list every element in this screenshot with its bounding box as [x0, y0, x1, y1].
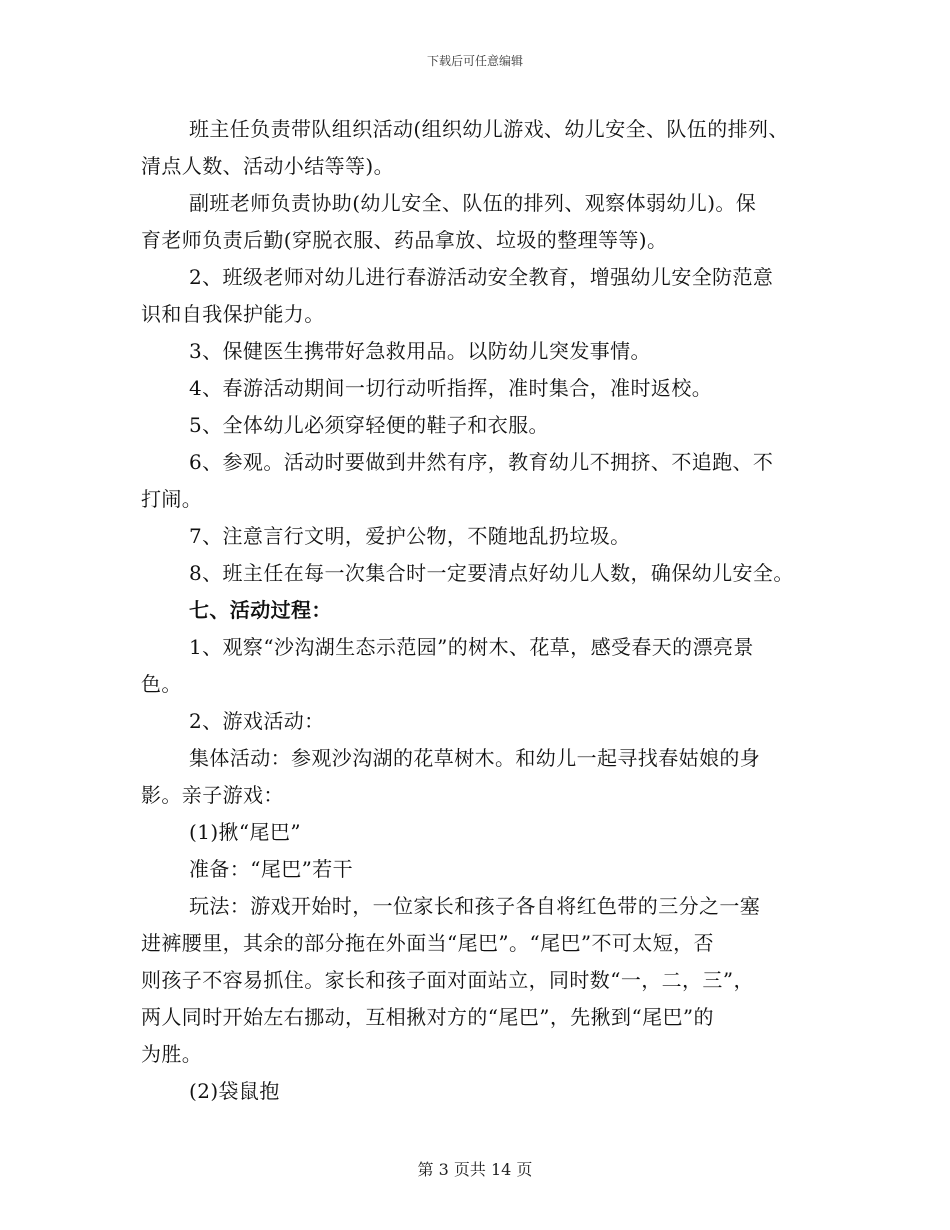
text-line: 集体活动：参观沙沟湖的花草树木。和幼儿一起寻找春姑娘的身: [189, 746, 761, 770]
text-line: 清点人数、活动小结等等)。: [141, 154, 395, 178]
text-line: 2、游戏活动：: [189, 709, 325, 733]
text-line: 1、观察“沙沟湖生态示范园”的树木、花草，感受春天的漂亮景: [189, 635, 754, 659]
text-line: (2)袋鼠抱: [189, 1079, 280, 1103]
text-line: 影。亲子游戏：: [141, 783, 284, 807]
text-line: 7、注意言行文明，爱护公物，不随地乱扔垃圾。: [189, 524, 631, 548]
text-line: (1)揪“尾巴”: [189, 820, 301, 844]
text-line: 准备：“尾巴”若干: [189, 857, 354, 881]
page-footer: 第 3 页共 14 页: [417, 1160, 533, 1179]
text-line: 5、全体幼儿必须穿轻便的鞋子和衣服。: [189, 413, 549, 437]
page-header: 下载后可任意编辑: [426, 54, 523, 68]
text-line: 4、春游活动期间一切行动听指挥，准时集合，准时返校。: [189, 376, 713, 400]
text-line: 2、班级老师对幼儿进行春游活动安全教育，增强幼儿安全防范意: [189, 265, 774, 289]
text-line: 6、参观。活动时要做到井然有序，教育幼儿不拥挤、不追跑、不: [189, 450, 774, 474]
text-line: 打闹。: [141, 487, 203, 511]
text-line: 两人同时开始左右挪动，互相揪对方的“尾巴”，先揪到“尾巴”的: [141, 1005, 714, 1029]
text-line: 育老师负责后勤(穿脱衣服、药品拿放、垃圾的整理等等)。: [141, 228, 668, 252]
text-line: 为胜。: [141, 1042, 203, 1066]
text-line: 玩法：游戏开始时，一位家长和孩子各自将红色带的三分之一塞: [189, 894, 761, 918]
text-line: 8、班主任在每一次集合时一定要清点好幼儿人数，确保幼儿安全。: [189, 561, 794, 585]
text-line: 进裤腰里，其余的部分拖在外面当“尾巴”。“尾巴”不可太短，否: [141, 931, 714, 955]
text-line: 副班老师负责协助(幼儿安全、队伍的排列、观察体弱幼儿)。保: [189, 191, 757, 215]
text-line: 识和自我保护能力。: [141, 302, 325, 326]
text-line: 3、保健医生携带好急救用品。以防幼儿突发事情。: [189, 339, 651, 363]
text-line: 则孩子不容易抓住。家长和孩子面对面站立，同时数“一，二，三”，: [141, 968, 754, 992]
text-line: 色。: [141, 672, 182, 696]
section-heading: 七、活动过程：: [189, 598, 332, 622]
text-line: 班主任负责带队组织活动(组织幼儿游戏、幼儿安全、队伍的排列、: [189, 117, 789, 141]
